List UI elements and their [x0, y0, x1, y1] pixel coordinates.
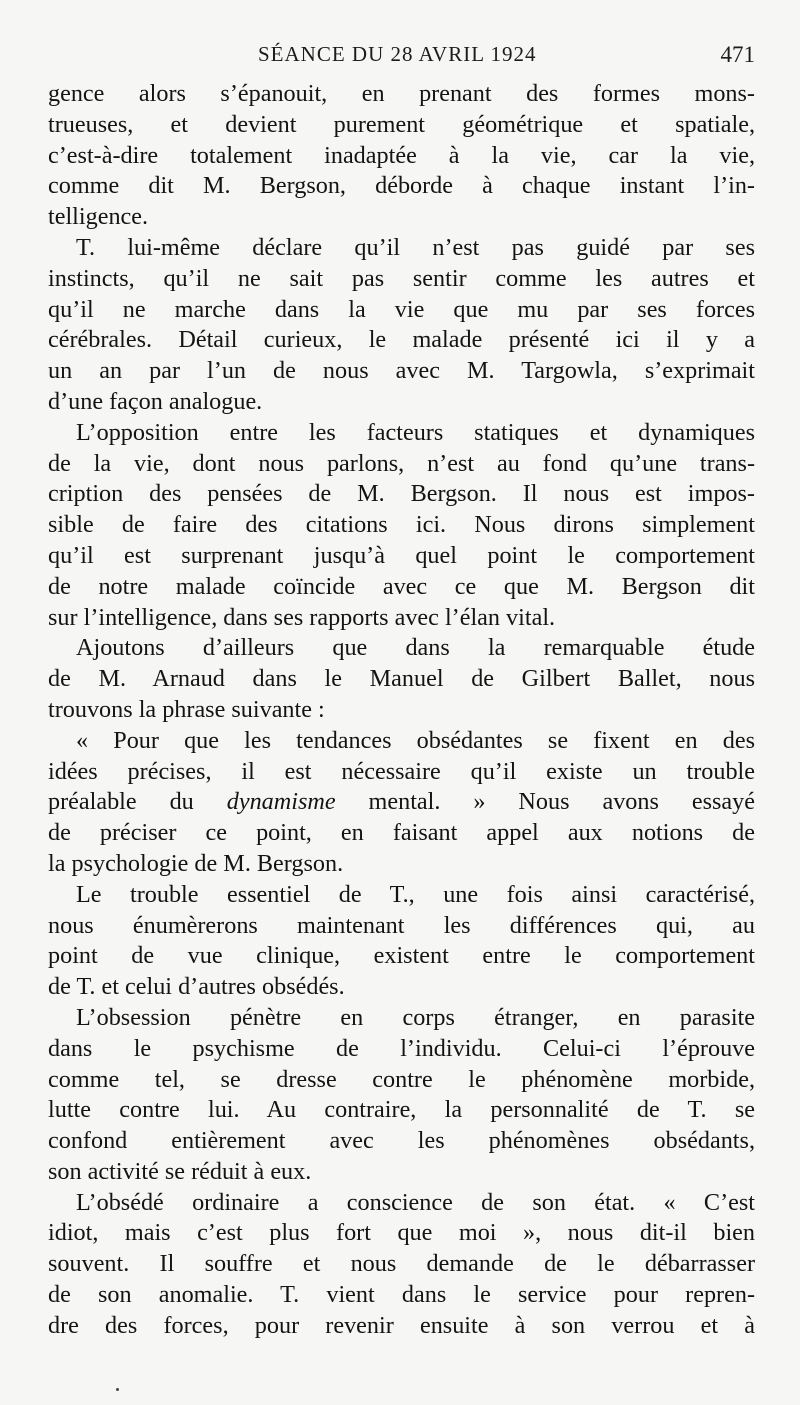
- text-line: confond entièrement avec les phénomènes obsédants,: [48, 1127, 755, 1155]
- text-line: telligence.: [48, 203, 149, 231]
- text-line: L’obsédé ordinaire a conscience de son état. « C’est: [76, 1188, 755, 1216]
- text-line: de notre malade coïncide avec ce que M. Bergson dit: [48, 572, 755, 600]
- text-line: nous énumèrerons maintenant les différences qui, au: [48, 911, 755, 939]
- text-line: idées précises, il est nécessaire qu’il existe un trouble: [48, 757, 755, 785]
- text-line: comme dit M. Bergson, déborde à chaque instant l’in-: [48, 172, 755, 200]
- text-line: trouvons la phrase suivante :: [48, 695, 325, 723]
- text-line: L’opposition entre les facteurs statiques et dynamiques: [76, 418, 755, 446]
- text-line: c’est-à-dire totalement inadaptée à la vie, car la vie,: [48, 141, 755, 169]
- text-line: qu’il ne marche dans la vie que mu par ses forces: [48, 295, 755, 323]
- text-line: trueuses, et devient purement géométrique et spatiale,: [48, 110, 755, 138]
- text-line: d’une façon analogue.: [48, 387, 263, 415]
- text-line: instincts, qu’il ne sait pas sentir comme les autres et: [48, 264, 755, 292]
- text-line: dre des forces, pour revenir ensuite à son verrou et à: [48, 1311, 755, 1339]
- text-line: gence alors s’épanouit, en prenant des formes mons-: [48, 80, 755, 107]
- text-line: de son anomalie. T. vient dans le service pour repren-: [48, 1281, 755, 1309]
- text-line: de préciser ce point, en faisant appel aux notions de: [48, 819, 755, 847]
- running-title: SÉANCE DU 28 AVRIL 1924: [258, 42, 537, 66]
- text-line: cription des pensées de M. Bergson. Il nous est impos-: [48, 480, 755, 508]
- text-line: de T. et celui d’autres obsédés.: [48, 973, 345, 1001]
- text-line: L’obsession pénètre en corps étranger, en parasite: [76, 1003, 755, 1031]
- text-line: sur l’intelligence, dans ses rapports avec l’élan vital.: [48, 603, 556, 631]
- text-line: de la vie, dont nous parlons, n’est au fond qu’une trans-: [48, 449, 755, 477]
- text-line: souvent. Il souffre et nous demande de le débarrasser: [48, 1250, 755, 1278]
- text-line: son activité se réduit à eux.: [48, 1157, 312, 1185]
- text-line: idiot, mais c’est plus fort que moi », nous dit-il bien: [48, 1219, 755, 1247]
- text-line: préalable du dynamisme mental. » Nous avons essayé: [48, 788, 755, 816]
- text-line: de M. Arnaud dans le Manuel de Gilbert Ballet, nous: [48, 665, 755, 693]
- body-text: [48, 79, 755, 1342]
- italic-term: dynamisme: [226, 788, 336, 816]
- text-line: T. lui-même déclare qu’il n’est pas guidé par ses: [76, 233, 755, 261]
- text-line: Ajoutons d’ailleurs que dans la remarquable étude: [76, 634, 755, 662]
- text-line: « Pour que les tendances obsédantes se fixent en des: [76, 726, 755, 754]
- text-line: qu’il est surprenant jusqu’à quel point le comportement: [48, 541, 755, 569]
- speck-mark: [116, 1388, 119, 1391]
- page-header: [48, 42, 755, 78]
- text-line: Le trouble essentiel de T., une fois ainsi caractérisé,: [76, 880, 755, 908]
- text-line: cérébrales. Détail curieux, le malade présenté ici il y a: [48, 326, 755, 354]
- text-line: sible de faire des citations ici. Nous dirons simplement: [48, 511, 755, 539]
- text-line: la psychologie de M. Bergson.: [48, 849, 344, 877]
- text-line: un an par l’un de nous avec M. Targowla, s’exprimait: [48, 357, 755, 385]
- page-number: 471: [720, 42, 755, 67]
- text-line: lutte contre lui. Au contraire, la personnalité de T. se: [48, 1096, 755, 1124]
- text-line: comme tel, se dresse contre le phénomène morbide,: [48, 1065, 755, 1093]
- text-line: point de vue clinique, existent entre le comportement: [48, 942, 755, 970]
- text-line: dans le psychisme de l’individu. Celui-ci l’éprouve: [48, 1034, 755, 1062]
